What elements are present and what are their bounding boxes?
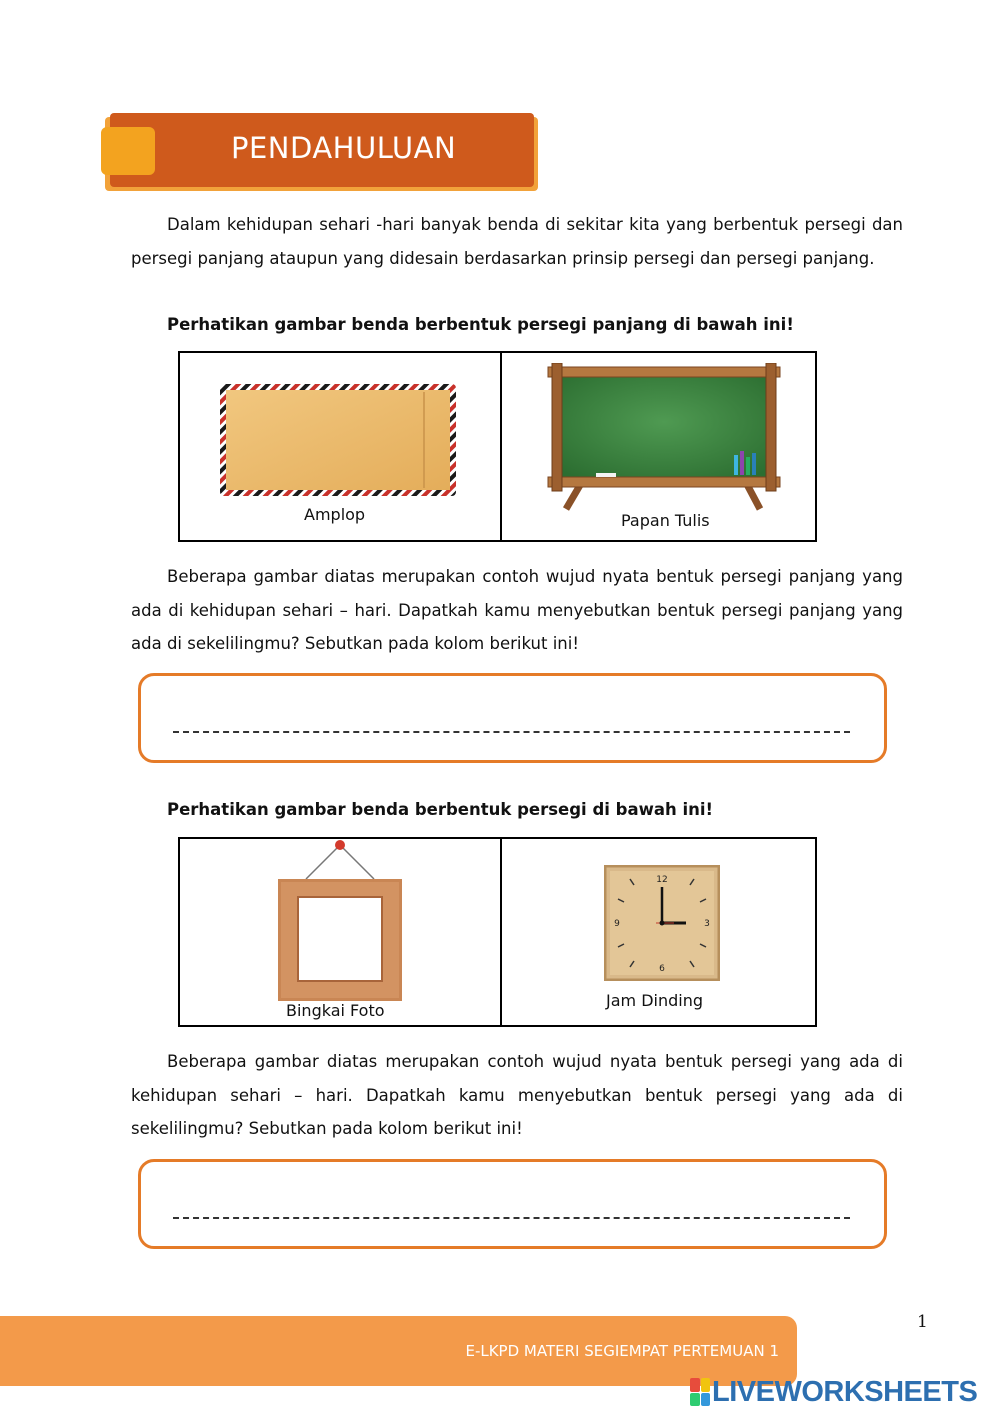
answer-box-square[interactable] (138, 1159, 887, 1249)
answer-dashed-line (173, 1217, 850, 1219)
table-divider (500, 839, 502, 1025)
section1-heading: Perhatikan gambar benda berbentuk persegi panjang di bawah ini! (167, 315, 794, 334)
liveworksheets-logo-icon (690, 1378, 710, 1406)
liveworksheets-wordmark: LIVEWORKSHEETS (712, 1375, 978, 1408)
picture-frame-caption: Bingkai Foto (286, 1001, 385, 1020)
clock-num-9: 9 (614, 919, 620, 929)
envelope-caption: Amplop (304, 505, 366, 524)
section2-paragraph (131, 1045, 903, 1146)
wall-clock-caption: Jam Dinding (606, 991, 703, 1010)
answer-input-square[interactable] (173, 1180, 850, 1212)
footer-text: E-LKPD MATERI SEGIEMPAT PERTEMUAN 1 (465, 1342, 779, 1360)
answer-dashed-line (173, 731, 850, 733)
square-examples-table (178, 837, 817, 1027)
clock-num-3: 3 (704, 919, 710, 929)
clock-num-6: 6 (659, 964, 665, 974)
envelope-image (218, 382, 458, 498)
page-title: PENDAHULUAN (231, 131, 457, 165)
clock-num-12: 12 (656, 875, 668, 885)
rectangle-examples-table (178, 351, 817, 542)
section1-text: Beberapa gambar diatas merupakan contoh wujud nyata bentuk persegi panjang yang ada di kehidupan sehari – hari. Dapatkah kamu menyebutkan bentuk persegi panjang yang ada di sekelilingmu? Sebutkan pada kolom berikut ini! (131, 567, 903, 653)
liveworksheets-brand (690, 1376, 977, 1408)
chalkboard-image (546, 363, 782, 513)
intro-paragraph (131, 208, 903, 275)
answer-box-rectangle[interactable] (138, 673, 887, 763)
table-divider (500, 353, 502, 540)
section-banner (101, 113, 538, 191)
wall-clock-image (604, 865, 720, 981)
section2-text: Beberapa gambar diatas merupakan contoh wujud nyata bentuk persegi yang ada di kehidupan sehari – hari. Dapatkah kamu menyebutkan bentuk persegi yang ada di sekelilingmu? Sebutkan pada kolom berikut ini! (131, 1052, 903, 1138)
section2-heading: Perhatikan gambar benda berbentuk persegi di bawah ini! (167, 800, 714, 819)
page-number: 1 (917, 1312, 928, 1332)
picture-frame-image (272, 839, 408, 1003)
answer-input-rectangle[interactable] (173, 694, 850, 726)
chalkboard-caption: Papan Tulis (621, 511, 710, 530)
banner-accent-square (101, 127, 155, 175)
section1-paragraph (131, 560, 903, 661)
footer-bar (0, 1316, 797, 1386)
intro-text: Dalam kehidupan sehari -hari banyak benda di sekitar kita yang berbentuk persegi dan persegi panjang ataupun yang didesain berdasarkan prinsip persegi dan persegi panjang. (131, 215, 903, 268)
